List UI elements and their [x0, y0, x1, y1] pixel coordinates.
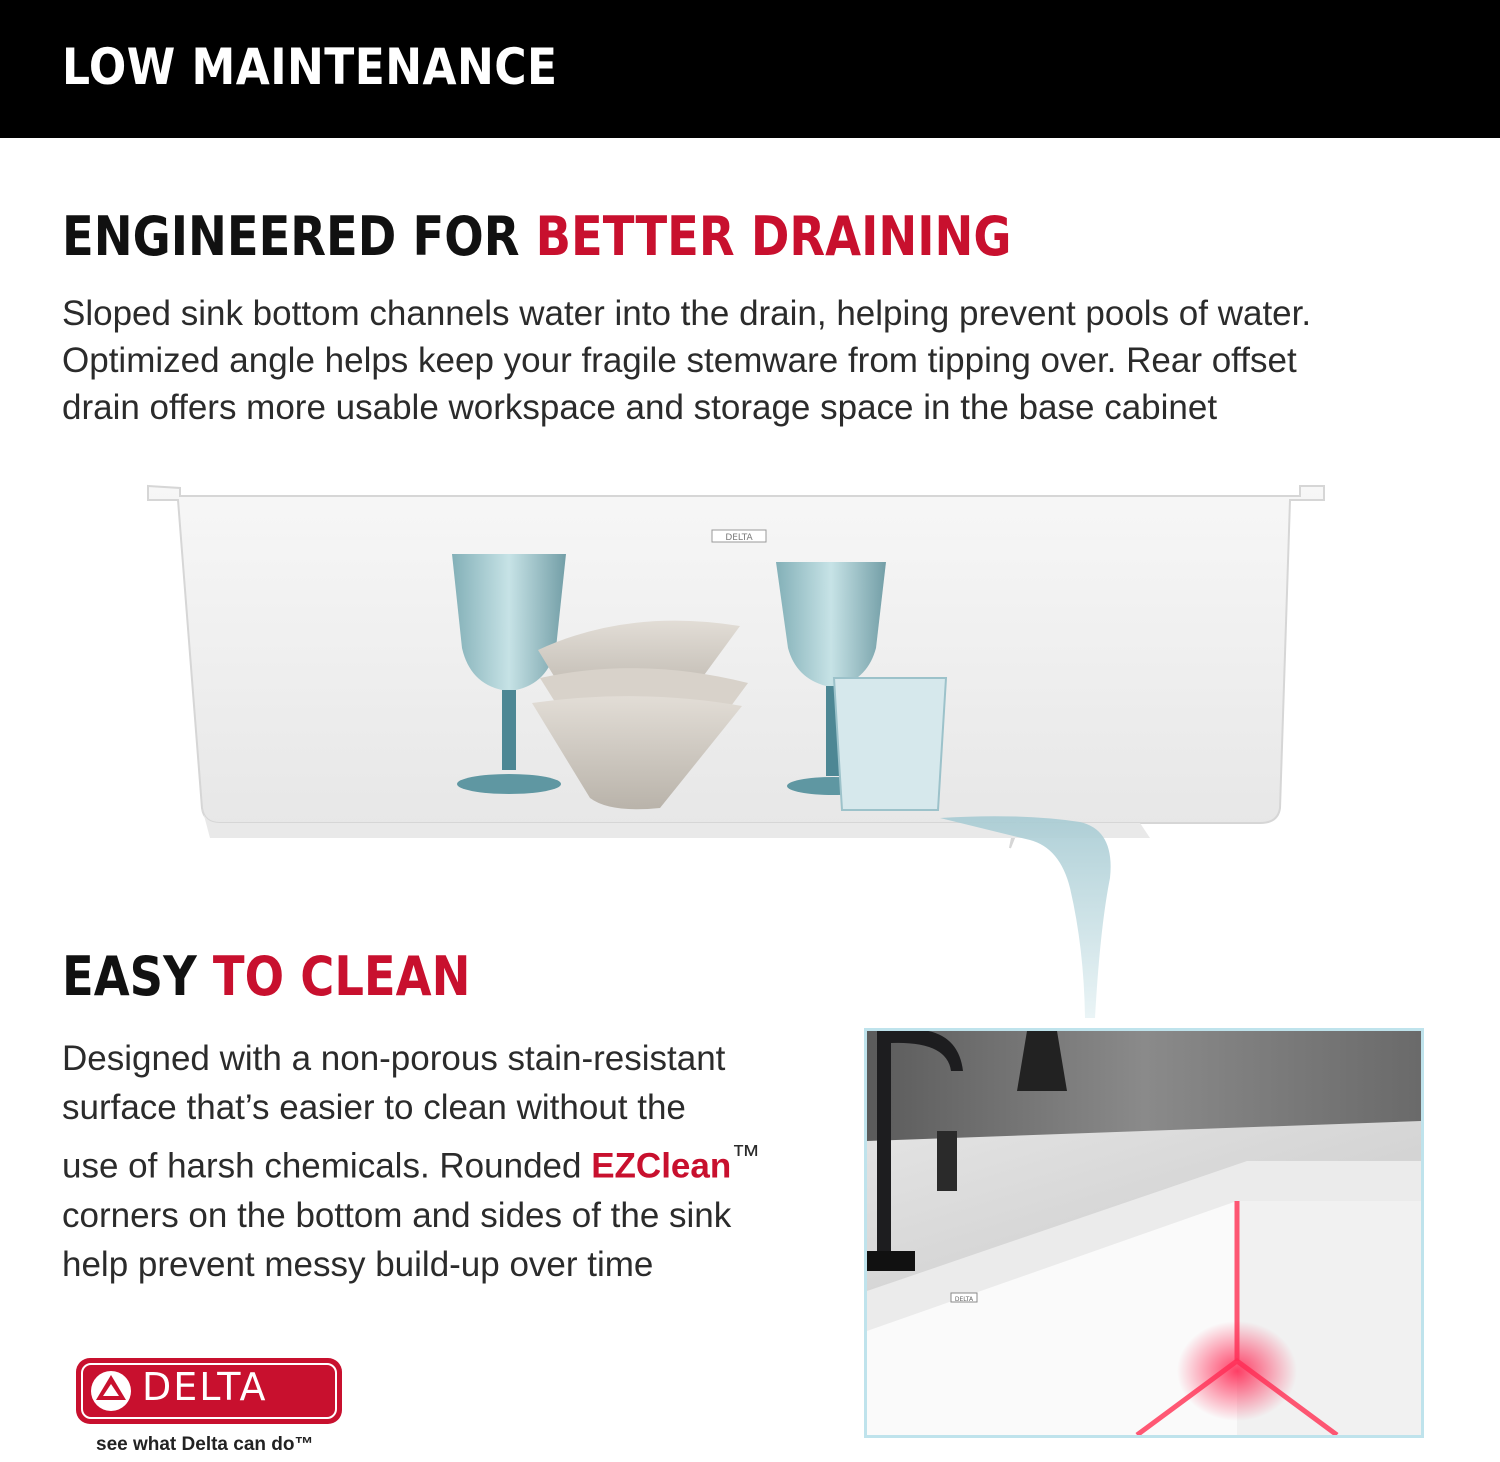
draining-heading-accent: BETTER DRAINING: [535, 205, 1012, 268]
draining-description: [62, 290, 1311, 431]
cleaning-line: Designed with a non-porous stain-resistant: [62, 1039, 726, 1078]
water-flow: [940, 816, 1111, 1018]
delta-triangle-icon: [88, 1366, 134, 1412]
photo-brand-mark: DELTA: [954, 1296, 974, 1303]
draining-line: Optimized angle helps keep your fragile stemware from tipping over. Rear offset: [62, 341, 1297, 380]
cleaning-line-prefix: use of harsh chemicals. Rounded: [62, 1146, 592, 1186]
header-bar: [0, 0, 1500, 138]
sink-corner-scene: [867, 1031, 1421, 1435]
cleaning-line: [62, 1132, 760, 1191]
tumbler: [834, 678, 946, 810]
trademark-symbol: ™: [731, 1140, 761, 1172]
cleaning-line: corners on the bottom and sides of the sink: [62, 1195, 732, 1235]
sink-corner-photo: [864, 1028, 1424, 1438]
page-title: LOW MAINTENANCE: [62, 38, 558, 96]
ezclean-brand: EZClean: [591, 1146, 732, 1186]
delta-tagline: see what Delta can do™: [96, 1434, 314, 1455]
cleaning-heading-dark: EASY: [62, 945, 197, 1008]
delta-logo: [76, 1358, 342, 1424]
draining-line: Sloped sink bottom channels water into the drain, helping prevent pools of water.: [62, 294, 1312, 333]
cleaning-line: help prevent messy build-up over time: [62, 1244, 654, 1284]
corner-glow: [1177, 1321, 1297, 1421]
cleaning-heading-accent: TO CLEAN: [212, 945, 471, 1008]
draining-heading: [62, 205, 1012, 268]
draining-line: drain offers more usable workspace and storage space in the base cabinet: [62, 388, 1218, 427]
draining-heading-dark: ENGINEERED FOR: [62, 205, 520, 268]
delta-wordmark: DELTA: [142, 1365, 268, 1409]
cleaning-heading: [62, 945, 470, 1008]
cleaning-line: surface that’s easier to clean without the: [62, 1088, 686, 1127]
cleaning-description: [62, 1034, 760, 1289]
sink-brand-mark: DELTA: [725, 533, 753, 543]
